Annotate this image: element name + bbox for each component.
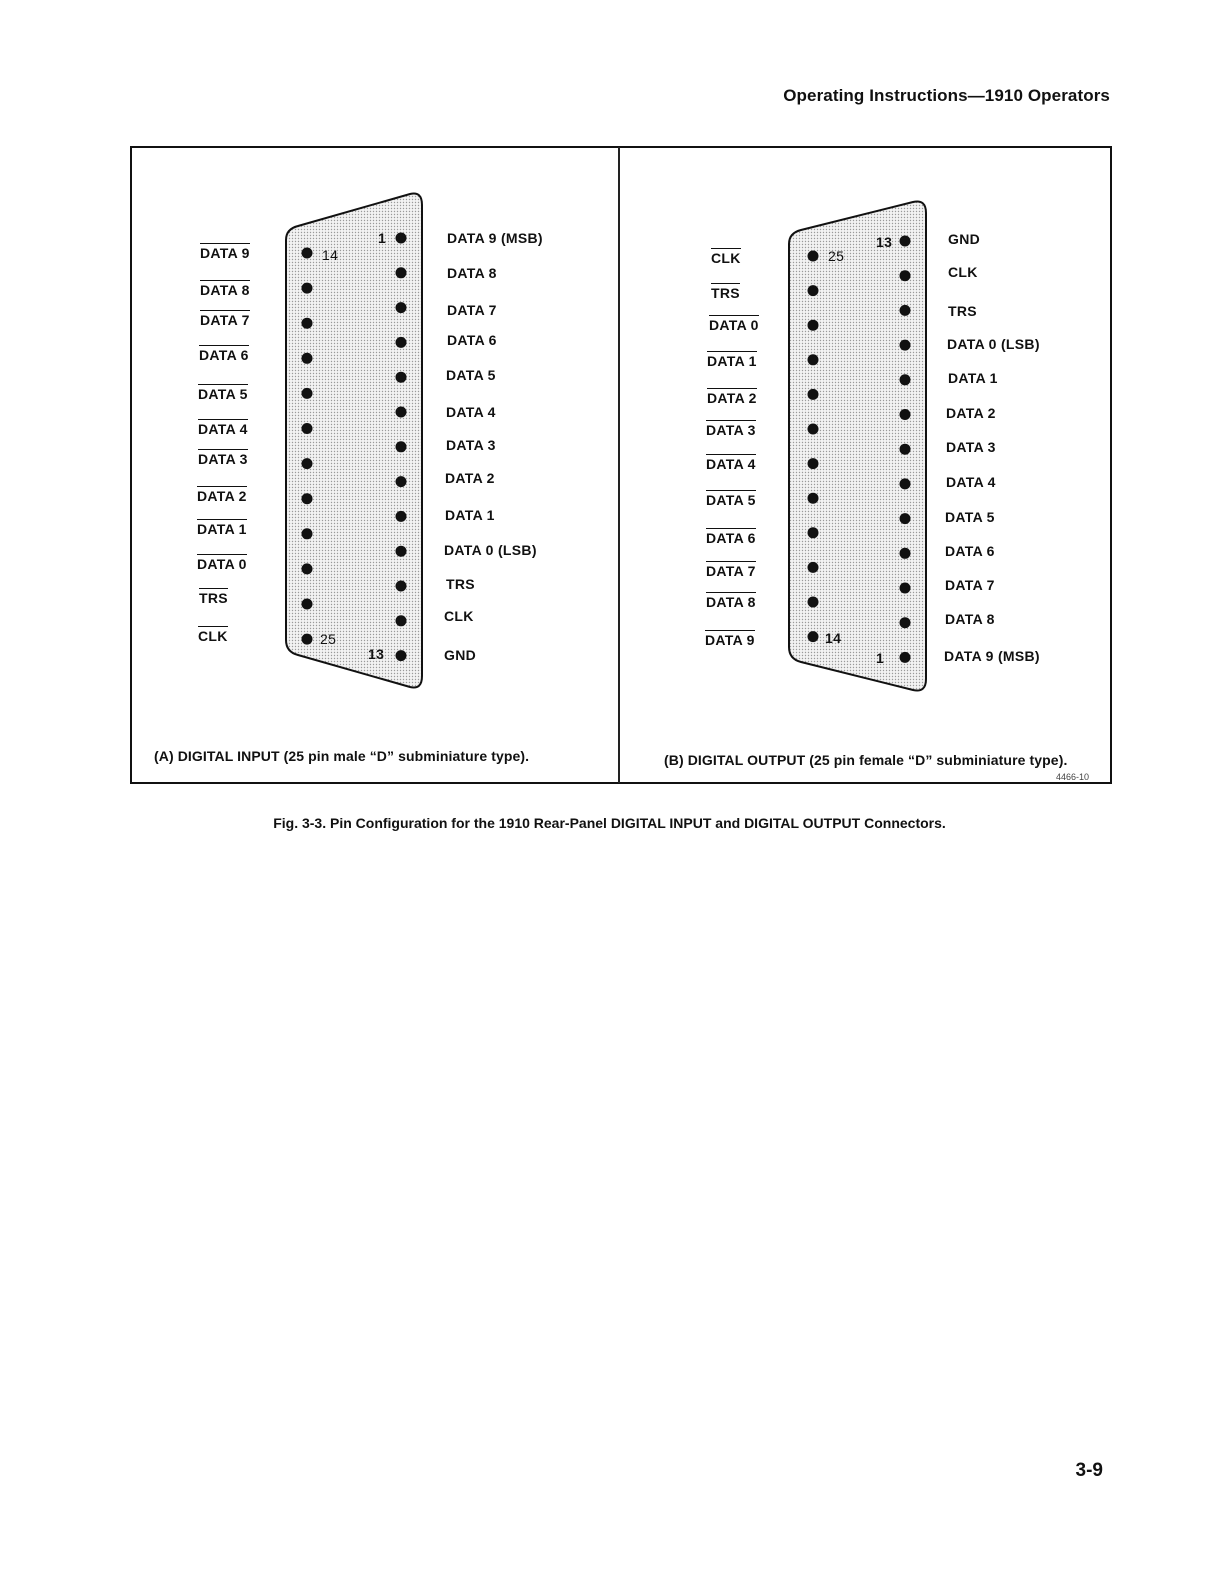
signal-label: DATA 2 (946, 405, 996, 421)
pin-number-25: 25 (320, 631, 337, 647)
signal-label: DATA 7 (200, 312, 250, 328)
pin-dot (808, 562, 819, 573)
pin-dot (302, 634, 313, 645)
pin-dot (808, 251, 819, 262)
panel-a-caption: (A) DIGITAL INPUT (25 pin male “D” subminiature type). (154, 748, 530, 764)
signal-label: DATA 8 (200, 282, 250, 298)
signal-label: CLK (444, 608, 474, 624)
signal-label: DATA 4 (446, 404, 496, 420)
pin-dot (396, 372, 407, 383)
signal-label: DATA 3 (446, 437, 496, 453)
signal-label: DATA 0 (LSB) (947, 336, 1040, 352)
pin-dot (302, 599, 313, 610)
pin-dot (396, 441, 407, 452)
figure-number: 4466-10 (1055, 772, 1089, 782)
signal-label: GND (948, 231, 981, 247)
pin-dot (302, 318, 313, 329)
pin-dot (302, 388, 313, 399)
pin-dot (808, 320, 819, 331)
pin-dot (900, 652, 911, 663)
pin-dot (396, 267, 407, 278)
signal-label: CLK (711, 250, 741, 266)
signal-label: DATA 5 (198, 386, 248, 402)
pin-number-14: 14 (322, 247, 339, 263)
pin-number-14: 14 (825, 630, 842, 646)
pin-dot (808, 631, 819, 642)
signal-label: TRS (199, 590, 228, 606)
signal-label: DATA 8 (447, 265, 497, 281)
signal-label: DATA 9 (705, 632, 755, 648)
signal-label: DATA 3 (706, 422, 756, 438)
pin-dot (808, 354, 819, 365)
signal-label: DATA 5 (446, 367, 496, 383)
signal-label: DATA 0 (709, 317, 759, 333)
signal-label: DATA 2 (445, 470, 495, 486)
pin-dot (808, 493, 819, 504)
signal-label: DATA 0 (LSB) (444, 542, 537, 558)
signal-label: DATA 7 (447, 302, 497, 318)
pin-dot (808, 285, 819, 296)
pin-dot (396, 302, 407, 313)
pin-dot (302, 493, 313, 504)
pin-number-1: 1 (378, 230, 387, 246)
signal-label: DATA 4 (706, 456, 756, 472)
signal-label: DATA 5 (706, 492, 756, 508)
signal-label: DATA 3 (198, 451, 248, 467)
signal-label: CLK (198, 628, 228, 644)
signal-label: DATA 2 (197, 488, 247, 504)
signal-label: DATA 6 (706, 530, 756, 546)
signal-label: DATA 7 (945, 577, 995, 593)
pin-dot (808, 424, 819, 435)
signal-label: DATA 6 (447, 332, 497, 348)
pin-dot (396, 233, 407, 244)
signal-label: TRS (446, 576, 475, 592)
pin-dot (900, 340, 911, 351)
pin-dot (396, 407, 407, 418)
signal-label: TRS (948, 303, 977, 319)
pin-dot (302, 353, 313, 364)
pin-dot (900, 270, 911, 281)
pin-dot (302, 248, 313, 259)
pin-dot (302, 458, 313, 469)
pin-dot (396, 476, 407, 487)
pin-dot (900, 583, 911, 594)
signal-label: DATA 6 (945, 543, 995, 559)
pin-number-13: 13 (368, 646, 385, 662)
signal-label: DATA 1 (197, 521, 247, 537)
page-number: 3-9 (1075, 1460, 1103, 1481)
page-header: Operating Instructions—1910 Operators (783, 86, 1110, 105)
figure-caption: Fig. 3-3. Pin Configuration for the 1910 Rear-Panel DIGITAL INPUT and DIGITAL OUTPUT Connectors. (273, 815, 946, 831)
panel-b-caption: (B) DIGITAL OUTPUT (25 pin female “D” subminiature type). (664, 752, 1068, 768)
signal-label: DATA 6 (199, 347, 249, 363)
pin-number-25: 25 (828, 248, 845, 264)
pin-dot (808, 389, 819, 400)
pin-dot (900, 236, 911, 247)
pin-dot (900, 513, 911, 524)
signal-label: DATA 1 (948, 370, 998, 386)
pin-dot (900, 478, 911, 489)
pin-number-1: 1 (876, 650, 885, 666)
pin-dot (808, 458, 819, 469)
signal-label: DATA 0 (197, 556, 247, 572)
signal-label: DATA 8 (945, 611, 995, 627)
pin-dot (302, 528, 313, 539)
pin-dot (808, 597, 819, 608)
signal-label: DATA 8 (706, 594, 756, 610)
pin-dot (396, 511, 407, 522)
signal-label: DATA 1 (445, 507, 495, 523)
signal-label: DATA 7 (706, 563, 756, 579)
signal-label: GND (444, 647, 477, 663)
pin-dot (302, 563, 313, 574)
pin-dot (900, 305, 911, 316)
signal-label: DATA 5 (945, 509, 995, 525)
signal-label: DATA 3 (946, 439, 996, 455)
signal-label: TRS (711, 285, 740, 301)
pin-dot (396, 615, 407, 626)
pin-number-13: 13 (876, 234, 893, 250)
signal-label: DATA 9 (MSB) (944, 648, 1040, 664)
pin-dot (396, 546, 407, 557)
signal-label: DATA 1 (707, 353, 757, 369)
pin-dot (900, 548, 911, 559)
signal-label: DATA 9 (200, 245, 250, 261)
pin-dot (900, 444, 911, 455)
pin-dot (396, 650, 407, 661)
signal-label: CLK (948, 264, 978, 280)
pin-dot (808, 527, 819, 538)
pin-dot (396, 337, 407, 348)
signal-label: DATA 2 (707, 390, 757, 406)
pin-dot (900, 409, 911, 420)
pin-dot (302, 423, 313, 434)
pin-dot (302, 283, 313, 294)
pin-dot (900, 374, 911, 385)
pin-dot (396, 581, 407, 592)
signal-label: DATA 4 (946, 474, 996, 490)
signal-label: DATA 4 (198, 421, 248, 437)
pin-dot (900, 617, 911, 628)
signal-label: DATA 9 (MSB) (447, 230, 543, 246)
